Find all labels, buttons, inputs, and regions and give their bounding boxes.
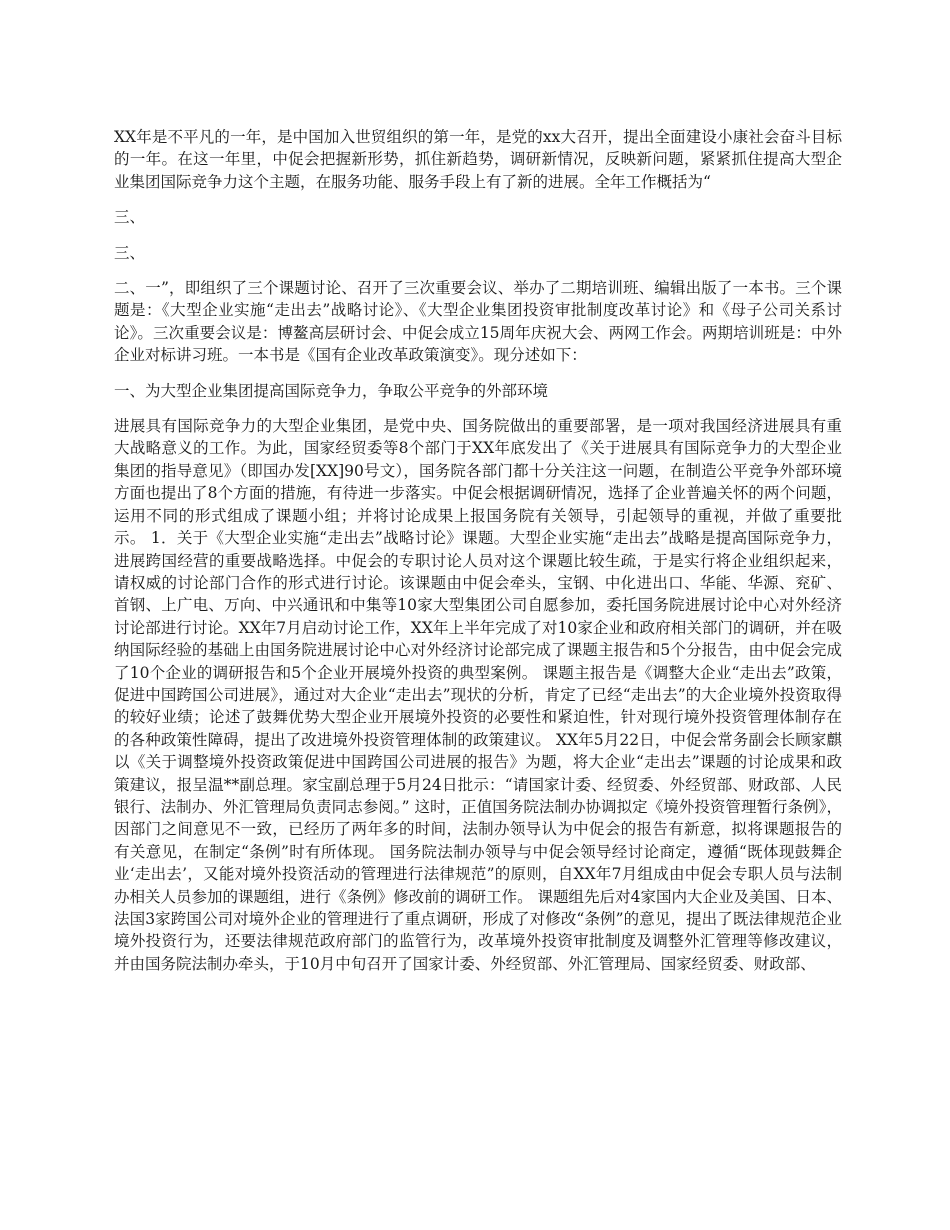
body-paragraph: 进展具有国际竞争力的大型企业集团，是党中央、国务院做出的重要部署，是一项对我国经济进展具有重大战略意义的工作。为此，国家经贸委等8个部门于XX年底发出了《关于进展具有国际竞争力的大型企业集团的指导意见》（即国办发[XX]90号文），国务院各部门都十分关注这一问题，在制造公平竞争外部环境方面也提出了8个方面的措施，有待进一步落实。中促会根据调研情况，选择了企业普遍关怀的两个问题，运用不同的形式组成了课题小组；并将讨论成果上报国务院有关领导，引起领导的重视，并做了重要批示。 1．关于《大型企业实施“走出去”战略讨论》课题。大型企业实施“走出去”战略是提高国际竞争力，进展跨国经营的重要战略选择。中促会的专职讨论人员对这个课题比较生疏，于是实行将企业组织起来，请权威的讨论部门合作的形式进行讨论。该课题由中促会牵头，宝钢、中化进出口、华能、华源、兖矿、首钢、上广电、万向、中兴通讯和中集等10家大型集团公司自愿参加，委托国务院进展讨论中心对外经济讨论部进行讨论。XX年7月启动讨论工作，XX年上半年完成了对10家企业和政府相关部门的调研，并在吸纳国际经验的基础上由国务院进展讨论中心对外经济讨论部完成了课题主报告和5个分报告，由中促会完成了10个企业的调研报告和5个企业开展境外投资的典型案例。 课题主报告是《调整大企业“走出去”政策，促进中国跨国公司进展》，通过对大企业“走出去”现状的分析，肯定了已经“走出去”的大企业境外投资取得的较好业绩；论述了鼓舞优势大型企业开展境外投资的必要性和紧迫性，针对现行境外投资管理体制存在的各种政策性障碍，提出了改进境外投资管理体制的政策建议。 XX年5月22日，中促会常务副会长顾家麒以《关于调整境外投资政策促进中国跨国公司进展的报告》为题，将大企业“走出去”课题的讨论成果和政策建议，报呈温**副总理。家宝副总理于5月24日批示：“请国家计委、经贸委、外经贸部、财政部、人民银行、法制办、外汇管理局负责同志参阅。” 这时，正值国务院法制办协调拟定《境外投资管理暂行条例》，因部门之间意见不一致，已经历了两年多的时间，法制办领导认为中促会的报告有新意，拟将课题报告的有关意见，在制定“条例”时有所体现。 国务院法制办领导与中促会领导经讨论商定，遵循“既体现鼓舞企业‘走出去’，又能对境外投资活动的管理进行法律规范”的原则，自XX年7月组成由中促会专职人员与法制办相关人员参加的课题组，进行《条例》修改前的调研工作。 课题组先后对4家国内大企业及美国、日本、法国3家跨国公司对境外企业的管理进行了重点调研，形成了对修改“条例”的意见，提出了既法律规范企业境外投资行为，还要法律规范政府部门的监管行为，改革境外投资审批制度及调整外汇管理等修改建议，并由国务院法制办牵头，于10月中旬召开了国家计委、外经贸部、外汇管理局、国家经贸委、财政部、 — [114, 417, 842, 973]
document-body — [114, 126, 842, 988]
intro-paragraph: XX年是不平凡的一年，是中国加入世贸组织的第一年，是党的xx大召开，提出全面建设小康社会奋斗目标的一年。在这一年里，中促会把握新形势，抓住新趋势，调研新情况，反映新问题，紧紧抓住提高大型企业集团国际竞争力这个主题，在服务功能、服务手段上有了新的进展。全年工作概括为“ — [114, 128, 842, 191]
section-heading: 一、为大型企业集团提高国际竞争力，争取公平竞争的外部环境 — [114, 381, 549, 400]
section-marker-paragraph: 三、 — [114, 243, 146, 262]
overview-paragraph: 二、一”，即组织了三个课题讨论、召开了三次重要会议、举办了二期培训班、编辑出版了一本书。三个课题是：《大型企业实施“走出去”战略讨论》、《大型企业集团投资审批制度改革讨论》和《母子公司关系讨论》。三次重要会议是：博鳌高层研讨会、中促会成立15周年庆祝大会、两网工作会。两期培训班是：中外企业对标讲习班。一本书是《国有企业改革政策演变》。现分述如下： — [114, 279, 842, 365]
section-marker-paragraph: 三、 — [114, 208, 146, 227]
